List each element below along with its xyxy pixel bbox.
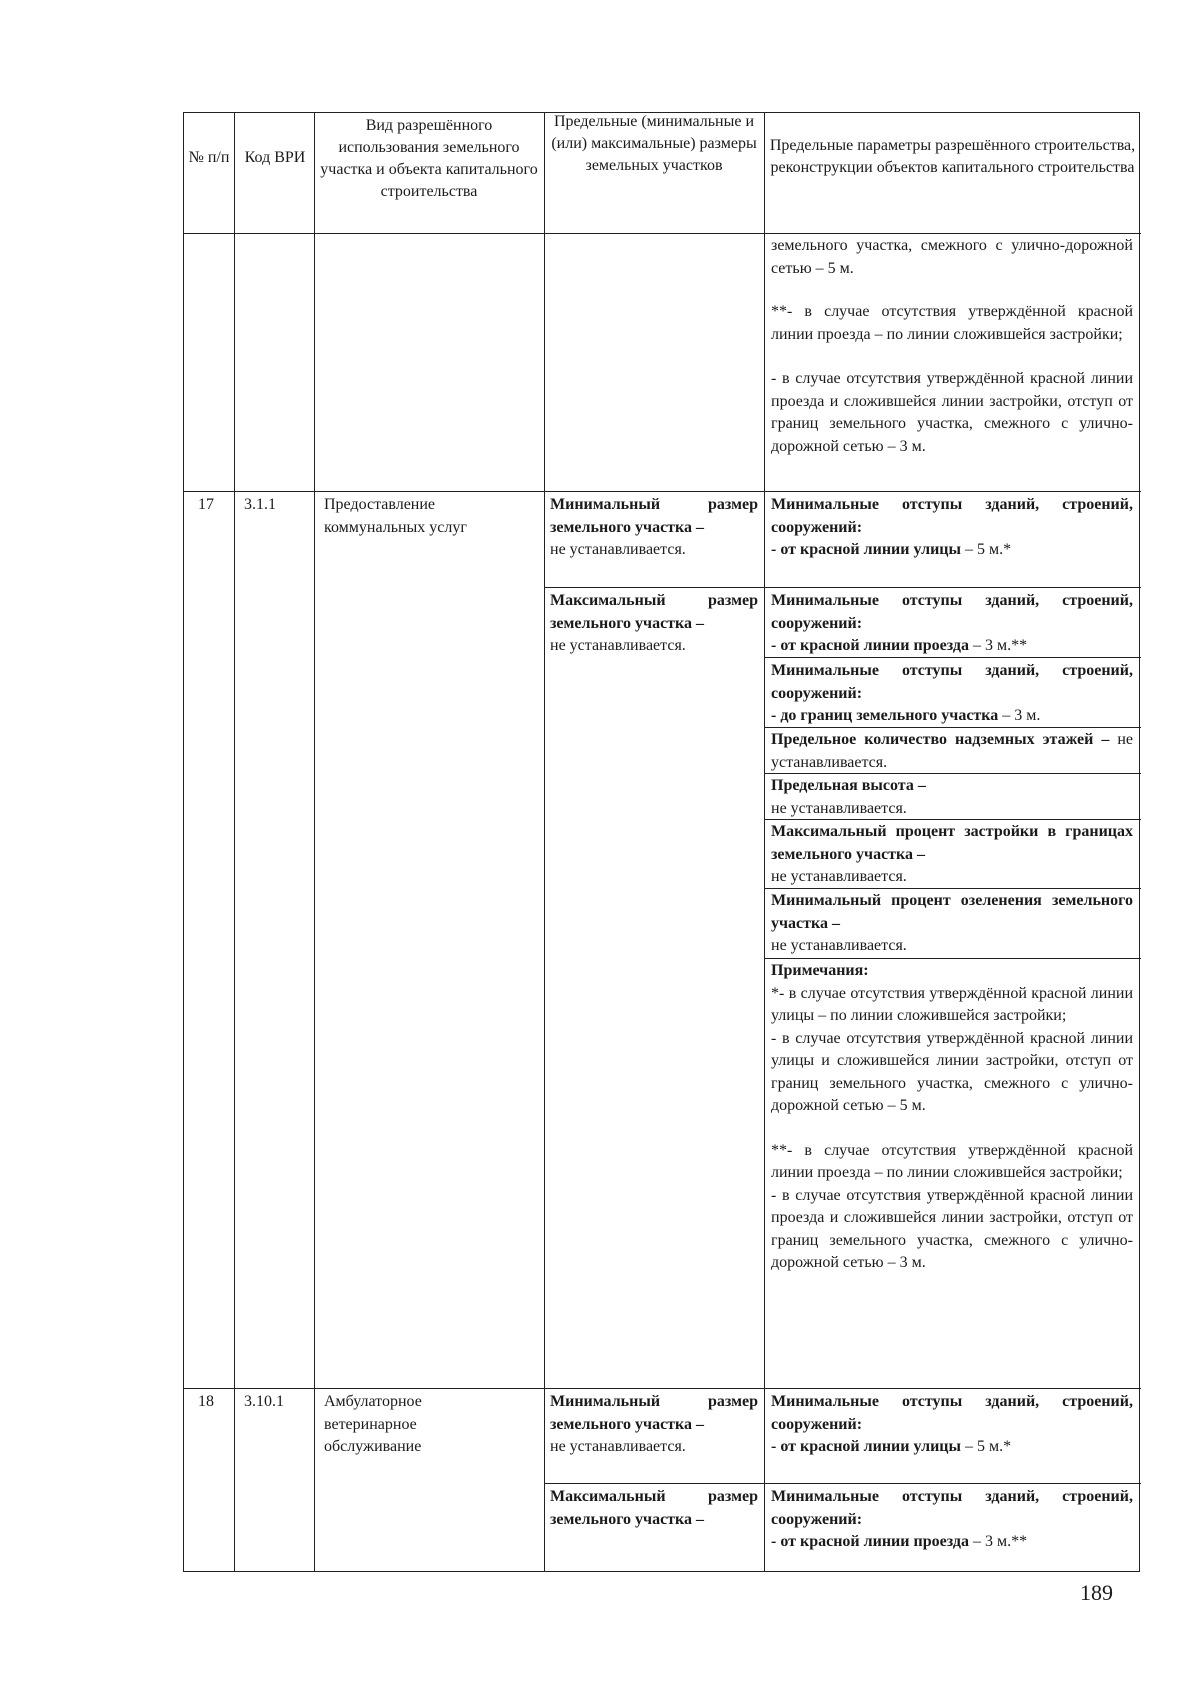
col-divider <box>764 113 765 1571</box>
continuation-note2a: **- в случае отсутствия утверждённой красной линии проезда – по линии сложившейся застройки; <box>771 303 1133 343</box>
cell-divider <box>544 1483 1141 1484</box>
row17-name: Предоставление коммунальных услуг <box>324 496 467 536</box>
row17-param-7-label: Минимальный процент озеленения земельного участка – <box>771 892 1133 932</box>
row17-param-2-line: - от красной линии проезда <box>771 637 969 654</box>
row17-min-size-value: не устанавливается. <box>550 541 686 558</box>
row18-name: Амбулаторное ветеринарное обслуживание <box>324 1393 422 1455</box>
row18-min-size-label: Минимальный размер земельного участка – <box>550 1393 758 1433</box>
row18-param-1-value: – 5 м.* <box>961 1438 1012 1455</box>
row18-min-size <box>550 1391 758 1459</box>
row18-param-2-label: Минимальные отступы зданий, строений, сооружений: <box>771 1488 1133 1528</box>
row18-min-size-value: не устанавливается. <box>550 1438 686 1455</box>
row17-param-7-value: не устанавливается. <box>771 937 907 954</box>
row18-param-1 <box>771 1391 1133 1459</box>
row17-param-6 <box>771 821 1133 889</box>
row17-param-1-value: – 5 м.* <box>961 541 1012 558</box>
row17-max-size-value: не устанавливается. <box>550 637 686 654</box>
row18-code: 3.10.1 <box>244 1393 284 1410</box>
row18-param-1-line: - от красной линии улицы <box>771 1438 961 1455</box>
header-code: Код ВРИ <box>244 149 306 166</box>
row17-param-4-value: не устанавливается. <box>771 731 1133 771</box>
header-type: Вид разрешённого использования земельного участка и объекта капитального строительства <box>320 117 538 200</box>
row17-num: 17 <box>198 496 214 513</box>
row17-min-size-label: Минимальный размер земельного участка – <box>550 496 758 536</box>
row17-note1b: - в случае отсутствия утверждённой красной линии улицы и сложившейся линии застройки, отступ от границ земельного участка, смежного с улично-дорожной сетью – 5 м. <box>771 1029 1133 1114</box>
row17-notes <box>771 960 1133 1275</box>
header-params: Предельные параметры разрешённого строительства, реконструкции объектов капитального строительства <box>769 137 1136 176</box>
row17-param-5 <box>771 775 1133 820</box>
table <box>183 112 1140 1572</box>
row18-param-1-label: Минимальные отступы зданий, строений, сооружений: <box>771 1393 1133 1433</box>
row17-max-size-label: Максимальный размер земельного участка – <box>550 592 758 632</box>
row17-notes-title: Примечания: <box>771 962 869 979</box>
row17-param-6-value: не устанавливается. <box>771 868 907 885</box>
page-number: 189 <box>1080 1580 1113 1605</box>
row17-param-3-value: – 3 м. <box>998 707 1041 724</box>
row18-param-2 <box>771 1486 1133 1554</box>
continuation-line: земельного участка, смежного с улично-дорожной сетью – 5 м. <box>771 237 1133 277</box>
row17-param-5-label: Предельная высота – <box>771 777 926 794</box>
row17-min-size <box>550 494 758 562</box>
col-divider <box>234 113 235 1571</box>
row17-param-2 <box>771 590 1133 658</box>
row18-num: 18 <box>198 1393 214 1410</box>
row18-param-2-line: - от красной линии проезда <box>771 1533 969 1550</box>
cell-divider <box>764 958 1141 959</box>
row17-param-3-label: Минимальные отступы зданий, строений, сооружений: <box>771 662 1133 702</box>
row17-note2a: **- в случае отсутствия утверждённой красной линии проезда – по линии сложившейся застройки; <box>771 1141 1133 1181</box>
row-divider <box>184 491 1141 492</box>
row17-param-5-value: не устанавливается. <box>771 799 907 817</box>
row17-param-4 <box>771 729 1133 774</box>
continuation-note2b: - в случае отсутствия утверждённой красной линии проезда и сложившейся линии застройки, отступ от границ земельного участка, смежного с улично-дорожной сетью – 3 м. <box>771 370 1133 455</box>
row18-max-size <box>550 1486 758 1531</box>
header-size: Предельные (минимальные и (или) максимальные) размеры земельных участков <box>551 113 757 174</box>
col-divider <box>544 113 545 1571</box>
cell-divider <box>544 587 1141 588</box>
row17-param-3-line: - до границ земельного участка <box>771 707 999 724</box>
row17-param-6-label: Максимальный процент застройки в границах земельного участка – <box>771 823 1133 863</box>
row17-param-2-value: – 3 м.** <box>968 637 1028 654</box>
row17-param-2-label: Минимальные отступы зданий, строений, сооружений: <box>771 592 1133 632</box>
header-num: № п/п <box>188 149 230 166</box>
header-divider <box>184 233 1141 234</box>
row17-max-size <box>550 590 758 658</box>
row17-param-3 <box>771 660 1133 728</box>
row17-code: 3.1.1 <box>244 496 276 513</box>
row18-max-size-label: Максимальный размер земельного участка – <box>550 1488 758 1528</box>
row17-note1a: *- в случае отсутствия утверждённой красной линии улицы – по линии сложившейся застройки; <box>771 984 1133 1024</box>
row17-note2b: - в случае отсутствия утверждённой красной линии проезда и сложившейся линии застройки, отступ от границ земельного участка, смежного с улично-дорожной сетью – 3 м. <box>771 1186 1133 1271</box>
row17-param-7 <box>771 890 1133 958</box>
row17-param-1 <box>771 494 1133 562</box>
row-divider <box>184 1388 1141 1389</box>
row17-param-1-line: - от красной линии улицы <box>771 541 961 558</box>
col-divider <box>314 113 315 1571</box>
row17-param-4-label: Предельное количество надземных этажей – <box>771 731 1110 748</box>
row17-param-1-label: Минимальные отступы зданий, строений, сооружений: <box>771 496 1133 536</box>
row18-param-2-value: – 3 м.** <box>968 1533 1028 1550</box>
